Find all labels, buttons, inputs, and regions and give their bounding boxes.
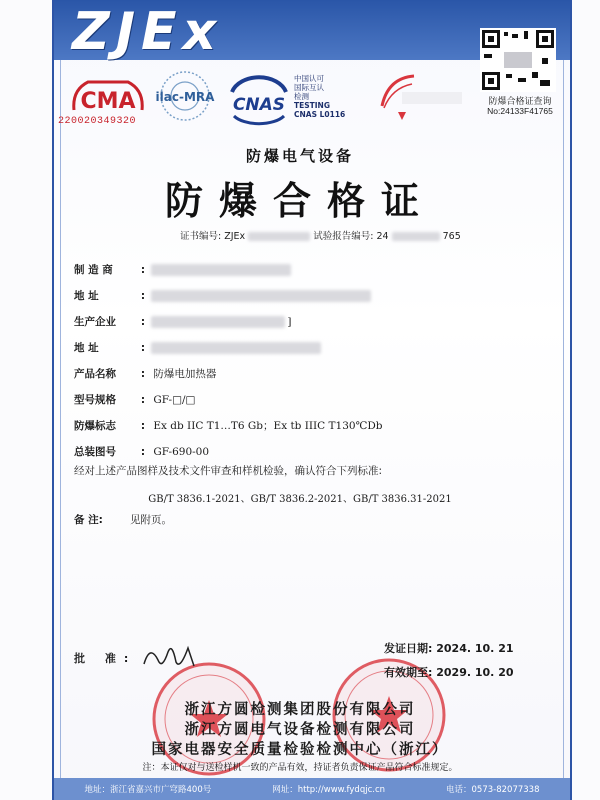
ilac-text: ilac-MRA bbox=[155, 90, 215, 104]
accreditation-logos bbox=[58, 66, 478, 136]
issuing-organization: 国家电器安全质量检验检测中心（浙江） bbox=[151, 742, 449, 758]
field-ex-marking: 防爆标志 : Ex db IIC T1…T6 Gb；Ex tb IIIC T130℃Db bbox=[74, 420, 383, 432]
cnas-logo-icon bbox=[226, 72, 292, 128]
report-no-prefix: 24 bbox=[376, 231, 389, 242]
certificate-title: 防爆合格证 bbox=[164, 178, 435, 223]
field-label: 生产企业 bbox=[74, 316, 116, 328]
valid-until bbox=[384, 664, 514, 680]
certificate-number-line bbox=[180, 228, 500, 242]
redacted-block bbox=[151, 316, 285, 328]
standards-list: GB/T 3836.1-2021、GB/T 3836.2-2021、GB/T 3836.31-2021 bbox=[148, 494, 452, 505]
qr-code-icon[interactable] bbox=[480, 28, 556, 92]
cnas-caption bbox=[294, 74, 364, 119]
field-label: 制 造 商 bbox=[74, 264, 113, 276]
validity-note: 注：本证仅对与送检样机一致的产品有效，持证者负责保证产品符合标准规定。 bbox=[142, 763, 458, 773]
issuing-organization: 浙江方圆电气设备检测有限公司 bbox=[184, 722, 416, 738]
cma-number: 220020349320 bbox=[58, 116, 137, 127]
field-drawing-number: 总装图号 : GF-690-00 bbox=[74, 446, 210, 458]
redacted-block bbox=[248, 232, 310, 241]
field-address: 地 址 : bbox=[74, 288, 371, 308]
redacted-block bbox=[151, 342, 321, 354]
certificate-subtitle: 防爆电气设备 bbox=[245, 147, 354, 165]
fangyuan-logo-icon bbox=[372, 68, 468, 128]
remark-label: 备 注: bbox=[74, 514, 103, 526]
issue-date bbox=[384, 640, 514, 656]
qr-label: 防爆合格证查询 bbox=[488, 97, 552, 107]
field-label: 防爆标志 bbox=[74, 420, 116, 432]
cnas-testing-label: TESTING bbox=[294, 101, 330, 110]
field-label: 地 址 bbox=[74, 342, 99, 354]
issue-date-value: 2024. 10. 21 bbox=[436, 642, 514, 655]
field-manufacturer: 制 造 商 : bbox=[74, 262, 291, 282]
field-product-name: 产品名称 : 防爆电加热器 bbox=[74, 368, 217, 380]
field-model: 型号规格 : GF-□/□ bbox=[74, 394, 196, 406]
ilac-mra-logo-icon bbox=[154, 66, 216, 132]
issue-date-label: 发证日期: bbox=[384, 642, 433, 655]
confirmation-text: 经对上述产品图样及技术文件审查和样机检验，确认符合下列标准: bbox=[74, 465, 383, 477]
field-label: 产品名称 bbox=[74, 368, 116, 380]
cnas-text: CNAS bbox=[232, 95, 286, 115]
field-address-2: 地 址 : bbox=[74, 340, 321, 360]
remark bbox=[74, 512, 172, 527]
field-value: ] bbox=[287, 316, 292, 328]
field-value: GF-690-00 bbox=[153, 446, 210, 458]
valid-until-value: 2029. 10. 20 bbox=[436, 666, 514, 679]
brand-logo: ZJEx bbox=[72, 2, 223, 62]
approval-label: 批 准: bbox=[74, 652, 137, 665]
redacted-block bbox=[151, 264, 291, 276]
field-value: GF-□/□ bbox=[153, 394, 196, 406]
qr-number: No:24133F41765 bbox=[487, 106, 553, 116]
cnas-number: CNAS L0116 bbox=[294, 110, 346, 119]
report-no-label: 试验报告编号: bbox=[313, 231, 374, 242]
redacted-block bbox=[151, 290, 371, 302]
field-label: 型号规格 bbox=[74, 394, 116, 406]
cnas-caption-line: 检测 bbox=[294, 92, 309, 101]
report-no-suffix: 765 bbox=[442, 231, 461, 242]
cert-no-label: 证书编号: bbox=[180, 231, 222, 242]
footer-address: 地址：浙江省嘉兴市广穹路400号 bbox=[84, 785, 212, 795]
cert-no-value: ZJEx bbox=[224, 231, 246, 242]
field-value: Ex db IIC T1…T6 Gb；Ex tb IIIC T130℃Db bbox=[153, 420, 383, 432]
redacted-block bbox=[392, 232, 440, 241]
remark-value: 见附页。 bbox=[130, 514, 172, 526]
cnas-caption-line: 中国认可 bbox=[294, 74, 324, 83]
field-label: 地 址 bbox=[74, 290, 99, 302]
footer-phone: 电话：0573-82077338 bbox=[446, 785, 540, 795]
footer-website[interactable]: 网址：http://www.fydqjc.cn bbox=[272, 785, 386, 795]
issuing-organization: 浙江方圆检测集团股份有限公司 bbox=[184, 702, 416, 718]
footer-bar bbox=[54, 778, 570, 800]
svg-text:CMA: CMA bbox=[80, 89, 136, 114]
field-label: 总装图号 bbox=[74, 446, 116, 458]
field-producer: 生产企业 : ] bbox=[74, 316, 292, 328]
cnas-caption-line: 国际互认 bbox=[294, 83, 324, 92]
valid-until-label: 有效期至: bbox=[384, 666, 433, 679]
signature-icon bbox=[140, 640, 200, 674]
field-value: 防爆电加热器 bbox=[153, 368, 217, 380]
